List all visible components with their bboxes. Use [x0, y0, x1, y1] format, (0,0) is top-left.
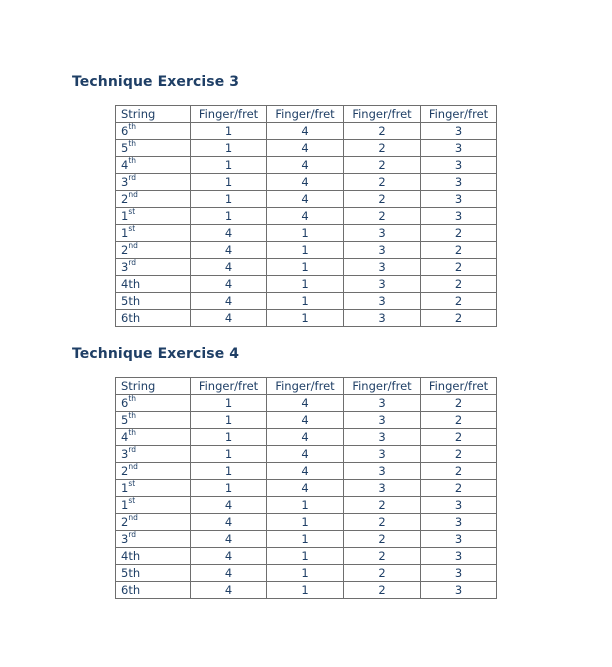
finger-fret-cell: 1	[191, 463, 267, 480]
finger-fret-cell: 2	[344, 514, 421, 531]
finger-fret-cell: 1	[267, 565, 344, 582]
ordinal-suffix: st	[128, 224, 136, 234]
finger-fret-cell: 1	[191, 191, 267, 208]
finger-fret-cell: 1	[191, 123, 267, 140]
finger-fret-cell: 1	[191, 174, 267, 191]
finger-fret-cell: 3	[421, 157, 497, 174]
finger-fret-cell: 1	[267, 259, 344, 276]
column-header-finger-fret: Finger/fret	[267, 378, 344, 395]
ordinal-suffix: th	[128, 294, 141, 308]
ordinal-suffix: th	[128, 311, 141, 325]
column-header-finger-fret: Finger/fret	[191, 378, 267, 395]
column-header-string: String	[116, 378, 191, 395]
table-row	[116, 174, 497, 191]
string-number: 5	[121, 141, 129, 155]
ordinal-suffix: th	[128, 428, 137, 438]
exercise-3-table	[115, 105, 497, 327]
column-header-finger-fret: Finger/fret	[344, 378, 421, 395]
finger-fret-cell: 1	[191, 140, 267, 157]
finger-fret-cell: 1	[267, 293, 344, 310]
ordinal-suffix: th	[128, 394, 137, 404]
finger-fret-cell: 3	[344, 259, 421, 276]
string-cell	[116, 225, 191, 242]
finger-fret-cell: 1	[267, 582, 344, 599]
ordinal-suffix: nd	[128, 462, 138, 472]
table-row	[116, 208, 497, 225]
table-row	[116, 259, 497, 276]
finger-fret-cell: 1	[191, 395, 267, 412]
string-number: 4	[121, 430, 129, 444]
finger-fret-cell: 4	[191, 225, 267, 242]
string-number: 1	[121, 498, 129, 512]
column-header-finger-fret: Finger/fret	[267, 106, 344, 123]
finger-fret-cell: 4	[267, 208, 344, 225]
ordinal-suffix: rd	[128, 530, 137, 540]
exercise-4-table	[115, 377, 497, 599]
ordinal-suffix: st	[128, 207, 136, 217]
string-number: 6	[121, 311, 129, 325]
string-cell	[116, 140, 191, 157]
finger-fret-cell: 2	[344, 582, 421, 599]
string-cell	[116, 242, 191, 259]
string-number: 2	[121, 515, 129, 529]
string-cell	[116, 531, 191, 548]
table-row	[116, 310, 497, 327]
finger-fret-cell: 2	[421, 310, 497, 327]
string-number: 2	[121, 243, 129, 257]
table-row	[116, 395, 497, 412]
finger-fret-cell: 1	[267, 276, 344, 293]
string-number: 6	[121, 583, 129, 597]
table-row	[116, 412, 497, 429]
finger-fret-cell: 3	[344, 310, 421, 327]
header-row	[116, 106, 497, 123]
table-row	[116, 140, 497, 157]
finger-fret-cell: 2	[421, 293, 497, 310]
finger-fret-cell: 2	[421, 412, 497, 429]
string-number: 6	[121, 396, 129, 410]
finger-fret-cell: 4	[267, 174, 344, 191]
table-row	[116, 225, 497, 242]
finger-fret-cell: 1	[191, 446, 267, 463]
string-number: 3	[121, 532, 129, 546]
finger-fret-cell: 4	[191, 293, 267, 310]
ordinal-suffix: nd	[128, 241, 138, 251]
finger-fret-cell: 3	[344, 412, 421, 429]
table-row	[116, 531, 497, 548]
finger-fret-cell: 3	[344, 480, 421, 497]
finger-fret-cell: 3	[421, 174, 497, 191]
table-row	[116, 463, 497, 480]
finger-fret-cell: 3	[421, 548, 497, 565]
string-cell	[116, 514, 191, 531]
string-cell	[116, 191, 191, 208]
table-row	[116, 480, 497, 497]
column-header-string: String	[116, 106, 191, 123]
finger-fret-cell: 2	[421, 276, 497, 293]
table-row	[116, 191, 497, 208]
ordinal-suffix: th	[128, 549, 141, 563]
string-cell	[116, 208, 191, 225]
finger-fret-cell: 4	[267, 140, 344, 157]
finger-fret-cell: 2	[344, 140, 421, 157]
string-cell	[116, 157, 191, 174]
string-number: 5	[121, 294, 129, 308]
table-row	[116, 446, 497, 463]
finger-fret-cell: 3	[344, 446, 421, 463]
finger-fret-cell: 3	[344, 463, 421, 480]
finger-fret-cell: 2	[344, 497, 421, 514]
finger-fret-cell: 2	[421, 446, 497, 463]
finger-fret-cell: 4	[267, 395, 344, 412]
table-row	[116, 497, 497, 514]
string-cell	[116, 293, 191, 310]
exercise-4-title: Technique Exercise 4	[72, 346, 240, 362]
finger-fret-cell: 3	[344, 395, 421, 412]
header-row	[116, 378, 497, 395]
finger-fret-cell: 2	[344, 174, 421, 191]
ordinal-suffix: rd	[128, 258, 137, 268]
ordinal-suffix: th	[128, 566, 141, 580]
string-number: 2	[121, 464, 129, 478]
table-row	[116, 123, 497, 140]
finger-fret-cell: 1	[267, 497, 344, 514]
finger-fret-cell: 1	[267, 514, 344, 531]
finger-fret-cell: 3	[344, 276, 421, 293]
string-cell	[116, 582, 191, 599]
finger-fret-cell: 3	[344, 242, 421, 259]
finger-fret-cell: 4	[191, 565, 267, 582]
string-number: 1	[121, 481, 129, 495]
finger-fret-cell: 4	[191, 259, 267, 276]
column-header-finger-fret: Finger/fret	[421, 106, 497, 123]
ordinal-suffix: th	[128, 583, 141, 597]
string-number: 2	[121, 192, 129, 206]
string-number: 6	[121, 124, 129, 138]
table-row	[116, 242, 497, 259]
string-cell	[116, 565, 191, 582]
finger-fret-cell: 3	[344, 293, 421, 310]
finger-fret-cell: 1	[191, 208, 267, 225]
finger-fret-cell: 1	[267, 225, 344, 242]
finger-fret-cell: 1	[267, 310, 344, 327]
finger-fret-cell: 1	[191, 412, 267, 429]
finger-fret-cell: 2	[344, 548, 421, 565]
ordinal-suffix: th	[128, 277, 141, 291]
ordinal-suffix: th	[128, 411, 137, 421]
string-cell	[116, 497, 191, 514]
finger-fret-cell: 4	[191, 531, 267, 548]
string-number: 4	[121, 158, 129, 172]
finger-fret-cell: 4	[267, 480, 344, 497]
finger-fret-cell: 4	[191, 548, 267, 565]
finger-fret-cell: 1	[267, 548, 344, 565]
string-number: 5	[121, 413, 129, 427]
table-row	[116, 293, 497, 310]
finger-fret-cell: 2	[344, 157, 421, 174]
string-number: 4	[121, 277, 129, 291]
finger-fret-cell: 2	[421, 242, 497, 259]
string-cell	[116, 412, 191, 429]
finger-fret-cell: 3	[421, 123, 497, 140]
string-cell	[116, 310, 191, 327]
table-row	[116, 514, 497, 531]
string-cell	[116, 123, 191, 140]
ordinal-suffix: nd	[128, 190, 138, 200]
finger-fret-cell: 1	[267, 531, 344, 548]
string-number: 4	[121, 549, 129, 563]
finger-fret-cell: 2	[421, 463, 497, 480]
finger-fret-cell: 4	[191, 514, 267, 531]
string-number: 1	[121, 226, 129, 240]
finger-fret-cell: 4	[191, 497, 267, 514]
finger-fret-cell: 4	[267, 191, 344, 208]
finger-fret-cell: 3	[421, 208, 497, 225]
ordinal-suffix: th	[128, 156, 137, 166]
ordinal-suffix: th	[128, 139, 137, 149]
column-header-finger-fret: Finger/fret	[344, 106, 421, 123]
finger-fret-cell: 2	[344, 123, 421, 140]
finger-fret-cell: 4	[191, 310, 267, 327]
finger-fret-cell: 3	[421, 497, 497, 514]
finger-fret-cell: 4	[267, 412, 344, 429]
finger-fret-cell: 2	[421, 395, 497, 412]
table-row	[116, 565, 497, 582]
finger-fret-cell: 4	[267, 123, 344, 140]
ordinal-suffix: rd	[128, 445, 137, 455]
finger-fret-cell: 2	[421, 429, 497, 446]
ordinal-suffix: nd	[128, 513, 138, 523]
finger-fret-cell: 4	[191, 242, 267, 259]
finger-fret-cell: 3	[421, 140, 497, 157]
string-cell	[116, 480, 191, 497]
finger-fret-cell: 1	[267, 242, 344, 259]
finger-fret-cell: 3	[421, 531, 497, 548]
finger-fret-cell: 2	[344, 565, 421, 582]
string-cell	[116, 395, 191, 412]
finger-fret-cell: 4	[267, 446, 344, 463]
ordinal-suffix: th	[128, 122, 137, 132]
string-cell	[116, 276, 191, 293]
finger-fret-cell: 4	[267, 429, 344, 446]
ordinal-suffix: st	[128, 479, 136, 489]
finger-fret-cell: 3	[421, 565, 497, 582]
finger-fret-cell: 4	[267, 157, 344, 174]
table-row	[116, 157, 497, 174]
string-cell	[116, 446, 191, 463]
finger-fret-cell: 3	[344, 429, 421, 446]
finger-fret-cell: 3	[421, 582, 497, 599]
string-cell	[116, 259, 191, 276]
ordinal-suffix: rd	[128, 173, 137, 183]
table-row	[116, 582, 497, 599]
finger-fret-cell: 1	[191, 429, 267, 446]
table-row	[116, 276, 497, 293]
string-cell	[116, 463, 191, 480]
string-number: 5	[121, 566, 129, 580]
table-row	[116, 429, 497, 446]
string-cell	[116, 548, 191, 565]
finger-fret-cell: 2	[421, 480, 497, 497]
finger-fret-cell: 4	[191, 276, 267, 293]
finger-fret-cell: 3	[421, 191, 497, 208]
finger-fret-cell: 2	[344, 191, 421, 208]
finger-fret-cell: 1	[191, 157, 267, 174]
column-header-finger-fret: Finger/fret	[421, 378, 497, 395]
finger-fret-cell: 3	[421, 514, 497, 531]
string-number: 1	[121, 209, 129, 223]
ordinal-suffix: st	[128, 496, 136, 506]
string-cell	[116, 429, 191, 446]
finger-fret-cell: 2	[421, 225, 497, 242]
string-number: 3	[121, 175, 129, 189]
column-header-finger-fret: Finger/fret	[191, 106, 267, 123]
exercise-3-title: Technique Exercise 3	[72, 74, 240, 90]
finger-fret-cell: 1	[191, 480, 267, 497]
finger-fret-cell: 4	[267, 463, 344, 480]
finger-fret-cell: 2	[421, 259, 497, 276]
string-number: 3	[121, 260, 129, 274]
finger-fret-cell: 2	[344, 208, 421, 225]
table-row	[116, 548, 497, 565]
finger-fret-cell: 2	[344, 531, 421, 548]
string-number: 3	[121, 447, 129, 461]
string-cell	[116, 174, 191, 191]
finger-fret-cell: 3	[344, 225, 421, 242]
finger-fret-cell: 4	[191, 582, 267, 599]
